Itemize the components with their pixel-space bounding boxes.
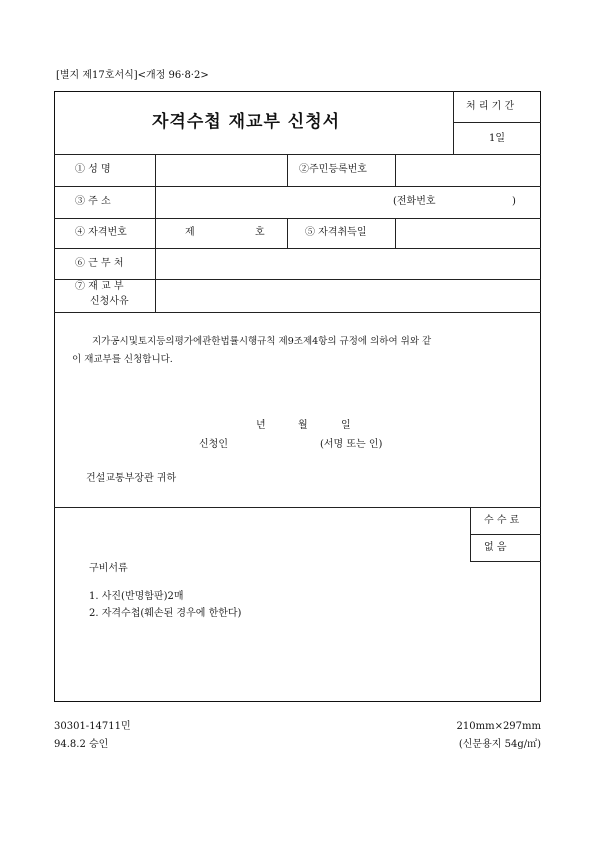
- row-line-5: [54, 312, 541, 313]
- approval-date: 94.8.2 승인: [54, 739, 109, 750]
- fee-label: 수 수 료: [484, 515, 520, 526]
- row3-divider-a: [287, 218, 288, 248]
- statement-line1: 지가공시및토지등의평가에관한법률시행규칙 제9조제4항의 규정에 의하여 위와 같: [92, 336, 432, 347]
- paper-size: 210mm×297mm: [456, 721, 541, 732]
- form-number: 30301-14711민: [54, 721, 131, 732]
- resident-number-label: ②주민등록번호: [299, 164, 367, 175]
- cert-number-field[interactable]: [200, 222, 250, 244]
- address-label: ③ 주 소: [75, 196, 111, 207]
- signature-label: (서명 또는 인): [320, 439, 383, 450]
- phone-label: (전화번호: [393, 196, 436, 207]
- statement-line2: 이 재교부를 신청합니다.: [72, 354, 173, 365]
- workplace-label: ⑥ 근 무 처: [75, 258, 124, 269]
- reissue-reason-label-line1: ⑦ 재 교 부: [75, 281, 124, 292]
- form-header-label: [별지 제17호서식]<개정 96·8·2>: [56, 70, 209, 81]
- bottom-section-line: [54, 507, 541, 508]
- paper-type: (신문용지 54g/㎡): [458, 739, 541, 750]
- reissue-reason-label-line2: 신청사유: [90, 296, 129, 307]
- resident-number-field[interactable]: [396, 155, 540, 185]
- cert-number-suffix: 호: [255, 227, 265, 238]
- cert-number-prefix: 제: [185, 227, 195, 238]
- processing-hline: [453, 122, 541, 123]
- fee-bottom-line: [470, 561, 541, 562]
- document-item: 1. 사진(반명함판)2매: [89, 591, 184, 602]
- documents-heading: 구비서류: [89, 563, 128, 574]
- processing-period-label: 처 리 기 간: [466, 101, 515, 112]
- fee-value: 없 음: [484, 542, 507, 553]
- fee-hline: [470, 534, 541, 535]
- cert-number-label: ④ 자격번호: [75, 227, 127, 238]
- reissue-reason-field[interactable]: [156, 280, 540, 311]
- document-item: 2. 자격수첩(훼손된 경우에 한한다): [89, 608, 242, 619]
- cert-date-label: ⑤ 자격취득일: [305, 227, 367, 238]
- cert-date-field[interactable]: [396, 219, 540, 247]
- address-field[interactable]: [156, 187, 386, 217]
- applicant-field[interactable]: [240, 436, 310, 452]
- form-title: 자격수첩 재교부 신청서: [152, 112, 341, 132]
- addressee: 건설교통부장관 귀하: [86, 473, 177, 484]
- date-day-label: 일: [341, 420, 351, 431]
- workplace-field[interactable]: [156, 249, 540, 278]
- name-field[interactable]: [156, 155, 286, 185]
- date-year-label: 년: [256, 420, 266, 431]
- phone-field[interactable]: [446, 192, 506, 212]
- phone-close: ): [512, 196, 516, 207]
- processing-period-value: 1일: [489, 133, 506, 144]
- applicant-label: 신청인: [199, 439, 228, 450]
- date-month-label: 월: [298, 420, 308, 431]
- row1-divider-a: [287, 154, 288, 186]
- name-label: ① 성 명: [75, 164, 111, 175]
